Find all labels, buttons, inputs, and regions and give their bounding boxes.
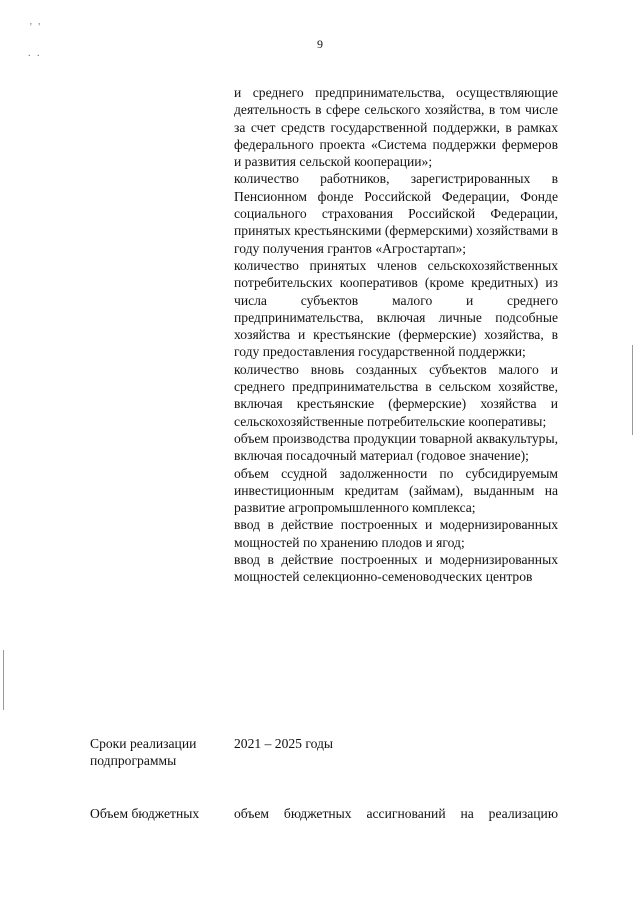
indicator-item: количество вновь созданных субъектов малого и среднего предпринимательства в сельском хозяйстве, включая крестьянские (фермерские) хозяйства и сельскохозяйственные потребительские кооперативы; <box>234 361 558 429</box>
indicator-item: ввод в действие построенных и модернизированных мощностей по хранению плодов и ягод; <box>234 517 558 550</box>
indicator-item: ввод в действие построенных и модернизированных мощностей селекционно-семеноводческих центров <box>234 552 558 585</box>
indicator-item: количество принятых членов сельскохозяйственных потребительских кооперативов (кроме кредитных) из числа субъектов малого и среднего предпринимательства, включая личные подсобные хозяйства и крестьянские (фермерские) хозяйства, в году предоставления государственной поддержки; <box>234 257 558 360</box>
terms-value: 2021 – 2025 годы <box>234 736 334 751</box>
terms-label: Сроки реализации подпрограммы <box>90 736 197 769</box>
indicator-item: объем ссудной задолженности по субсидируемым инвестиционным кредитам (займам), выданным на развитие агропромышленного комплекса; <box>234 465 558 516</box>
scan-mark-top: ' ' <box>30 22 43 33</box>
budget-label: Объем бюджетных <box>90 806 200 821</box>
scan-margin-line-left <box>3 650 4 710</box>
indicator-item: объем производства продукции товарной аквакультуры, включая посадочный материал (годовое значение); <box>234 430 558 464</box>
page-number: 9 <box>317 37 323 51</box>
scan-mark-bottom: . . <box>28 48 42 59</box>
indicator-item: количество работников, зарегистрированных в Пенсионном фонде Российской Федерации, Фонде социального страхования Российской Федерации, принятых крестьянскими (фермерскими) хозяйствами в году получения грантов «Агростартап»; <box>234 171 558 256</box>
budget-value: объем бюджетных ассигнований на реализацию <box>234 806 558 821</box>
scan-margin-line <box>632 345 633 435</box>
indicator-item: и среднего предпринимательства, осуществляющие деятельность в сфере сельского хозяйства, в том числе за счет средств государственной поддержки, в рамках федерального проекта «Система поддержки фермеров и развития сельской кооперации»; <box>234 85 558 170</box>
indicators-list <box>234 84 558 586</box>
